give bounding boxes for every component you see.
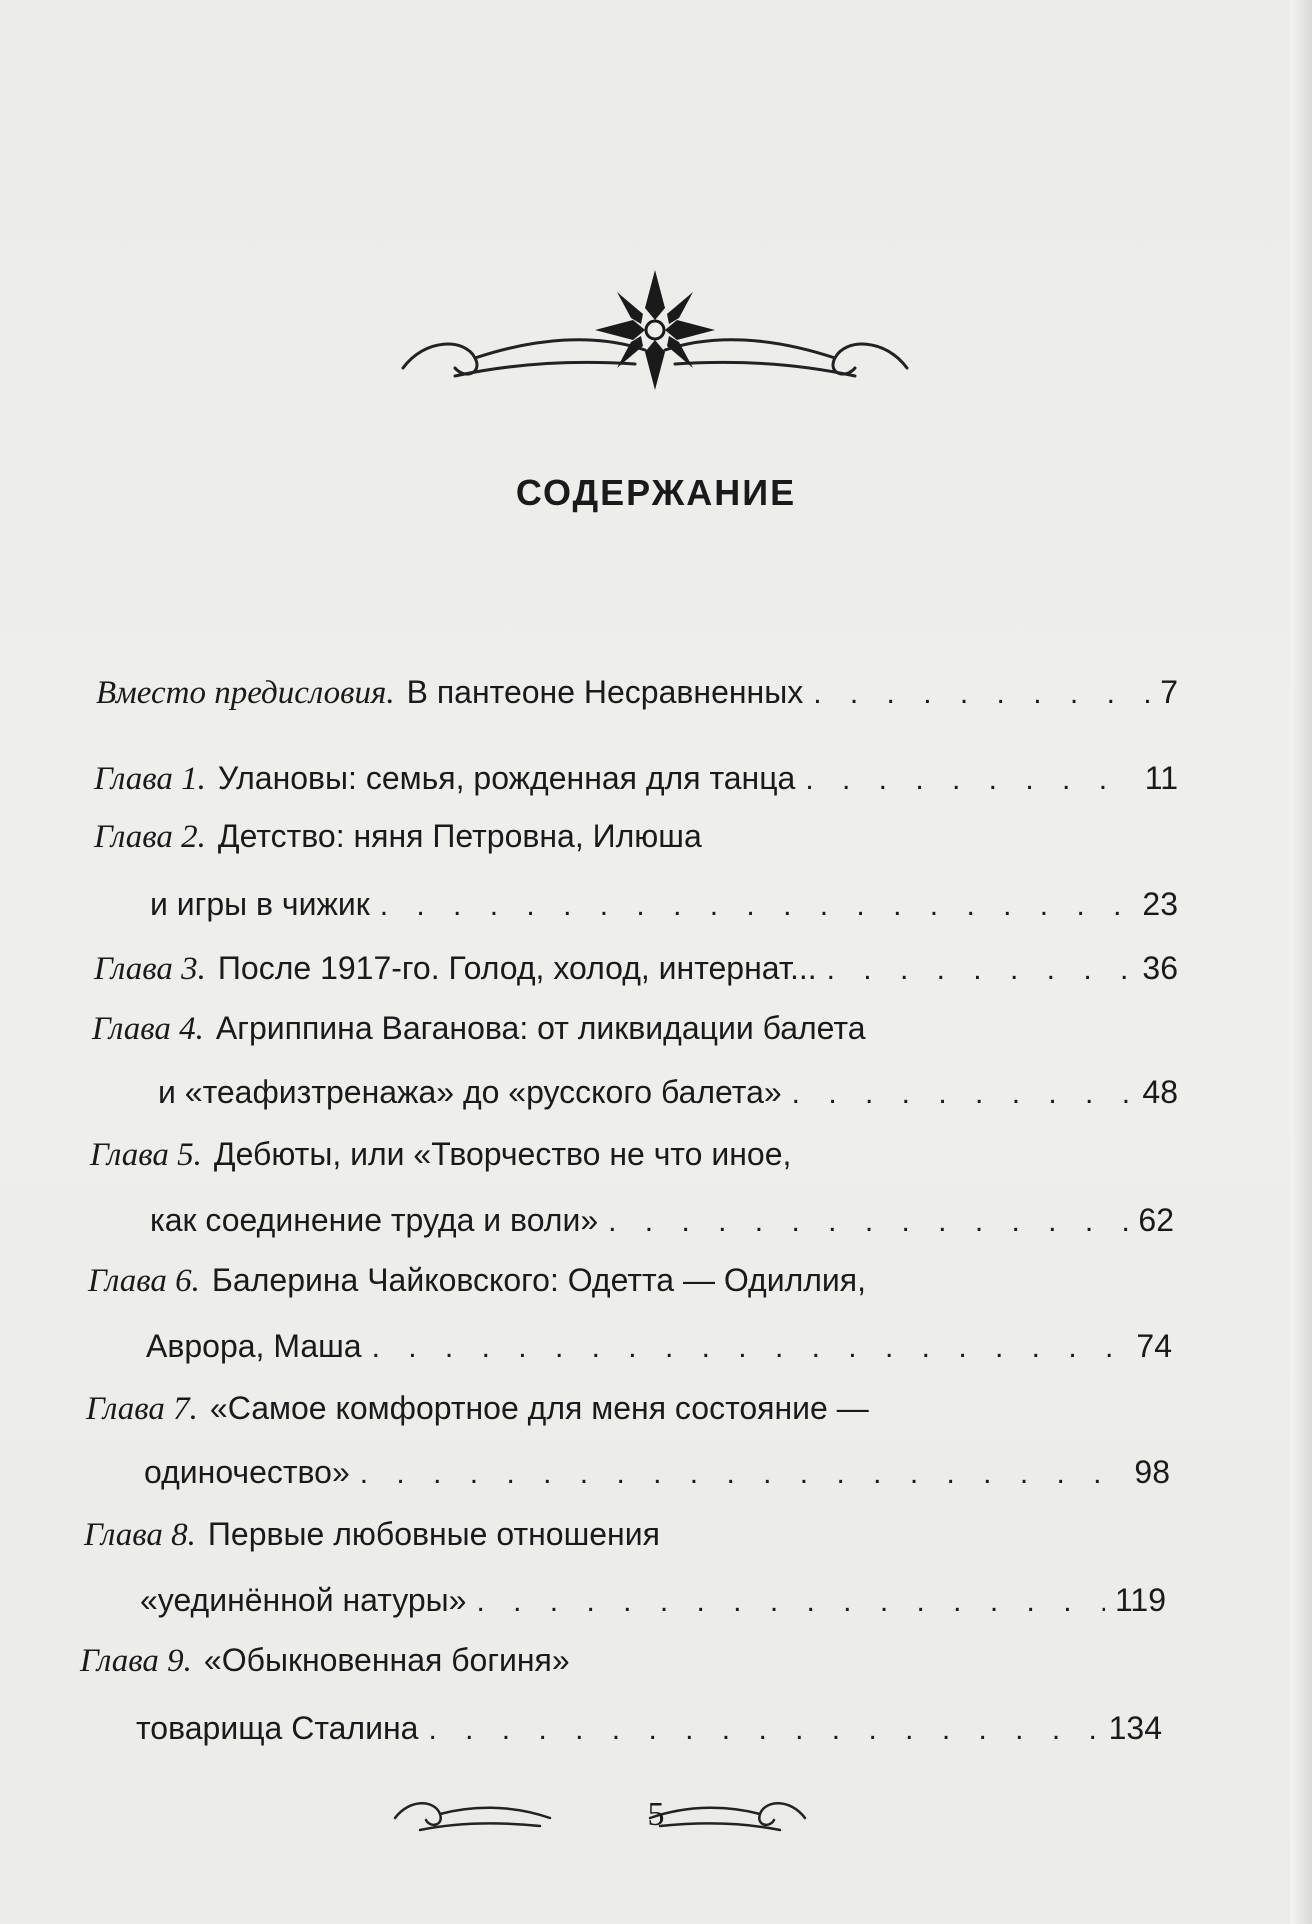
entry-title: Дебюты, или «Творчество не что иное, [213, 1136, 792, 1172]
toc-entry-chapter-9[interactable] [0, 1636, 1312, 1684]
toc-entry-chapter-5-cont[interactable] [0, 1196, 1312, 1244]
entry-title: Агриппина Ваганова: от ликвидации балета [215, 1010, 866, 1046]
entry-title: «Обыкновенная богиня» [203, 1642, 570, 1678]
chapter-label: Глава 7. [86, 1391, 198, 1427]
leader-dots [805, 756, 1134, 804]
chapter-label: Глава 5. [90, 1137, 202, 1173]
toc-entry-chapter-4-cont[interactable] [0, 1068, 1312, 1116]
entry-title: «Самое комфортное для меня состояние — [209, 1390, 869, 1426]
toc-entry-chapter-6-cont[interactable] [0, 1322, 1312, 1370]
leader-dots [372, 1324, 1127, 1372]
page-number: 5 [647, 1796, 665, 1833]
entry-page-number: 134 [1108, 1710, 1162, 1746]
toc-entry-chapter-6[interactable] [0, 1256, 1312, 1304]
entry-title-continued: и «теафизтренажа» до «русского балета» [158, 1074, 782, 1110]
entry-page-number: 62 [1138, 1202, 1174, 1238]
entry-page-number: 11 [1144, 760, 1178, 796]
entry-title-continued: одиночество» [144, 1454, 350, 1490]
entry-page-number: 7 [1160, 674, 1178, 710]
leader-dots [792, 1070, 1133, 1118]
entry-page-number: 23 [1142, 886, 1178, 922]
toc-entry-chapter-2-cont[interactable] [0, 880, 1312, 928]
chapter-label: Глава 3. [94, 951, 206, 987]
entry-title-continued: как соединение труда и воли» [150, 1202, 599, 1238]
leader-dots [813, 670, 1150, 718]
leader-dots [476, 1578, 1105, 1626]
entry-title: Детство: няня Петровна, Илюша [217, 818, 702, 854]
toc-entry-chapter-3[interactable] [0, 944, 1312, 992]
entry-title: В пантеоне Несравненных [406, 674, 804, 710]
toc-entry-preface[interactable] [0, 668, 1312, 716]
toc-entry-chapter-1[interactable] [0, 754, 1312, 802]
chapter-label: Глава 2. [94, 819, 206, 855]
toc-entry-chapter-2[interactable] [0, 812, 1312, 860]
entry-title-continued: «уединённой натуры» [140, 1582, 467, 1618]
toc-entry-chapter-4[interactable] [0, 1004, 1312, 1052]
entry-page-number: 98 [1134, 1454, 1170, 1490]
entry-title: Балерина Чайковского: Одетта — Одиллия, [211, 1262, 867, 1298]
toc-entry-chapter-8[interactable] [0, 1510, 1312, 1558]
entry-label: Вместо предисловия. [96, 675, 395, 711]
entry-title-continued: Аврора, Маша [146, 1328, 362, 1364]
entry-title: Улановы: семья, рожденная для танца [217, 760, 796, 796]
toc-entry-chapter-5[interactable] [0, 1130, 1312, 1178]
toc-entry-chapter-8-cont[interactable] [0, 1576, 1312, 1624]
entry-page-number: 36 [1142, 950, 1178, 986]
entry-title: Первые любовные отношения [207, 1516, 660, 1552]
chapter-label: Глава 8. [84, 1517, 196, 1553]
entry-title-continued: товарища Сталина [136, 1710, 419, 1746]
leader-dots [428, 1706, 1098, 1754]
leader-dots [380, 882, 1133, 930]
entry-page-number: 74 [1136, 1328, 1172, 1364]
page-title: СОДЕРЖАНИЕ [515, 472, 797, 513]
chapter-label: Глава 4. [92, 1011, 204, 1047]
toc-entry-chapter-9-cont[interactable] [0, 1704, 1312, 1752]
entry-title-continued: и игры в чижик [150, 886, 370, 922]
leader-dots [360, 1450, 1125, 1498]
entry-title: После 1917-го. Голод, холод, интернат... [217, 950, 817, 986]
entry-page-number: 119 [1114, 1582, 1166, 1618]
chapter-label: Глава 6. [88, 1263, 200, 1299]
entry-page-number: 48 [1142, 1074, 1178, 1110]
leader-dots [827, 946, 1133, 994]
leader-dots [608, 1198, 1128, 1246]
toc-entry-chapter-7[interactable] [0, 1384, 1312, 1432]
chapter-label: Глава 1. [94, 761, 206, 797]
toc-entry-chapter-7-cont[interactable] [0, 1448, 1312, 1496]
chapter-label: Глава 9. [80, 1643, 192, 1679]
